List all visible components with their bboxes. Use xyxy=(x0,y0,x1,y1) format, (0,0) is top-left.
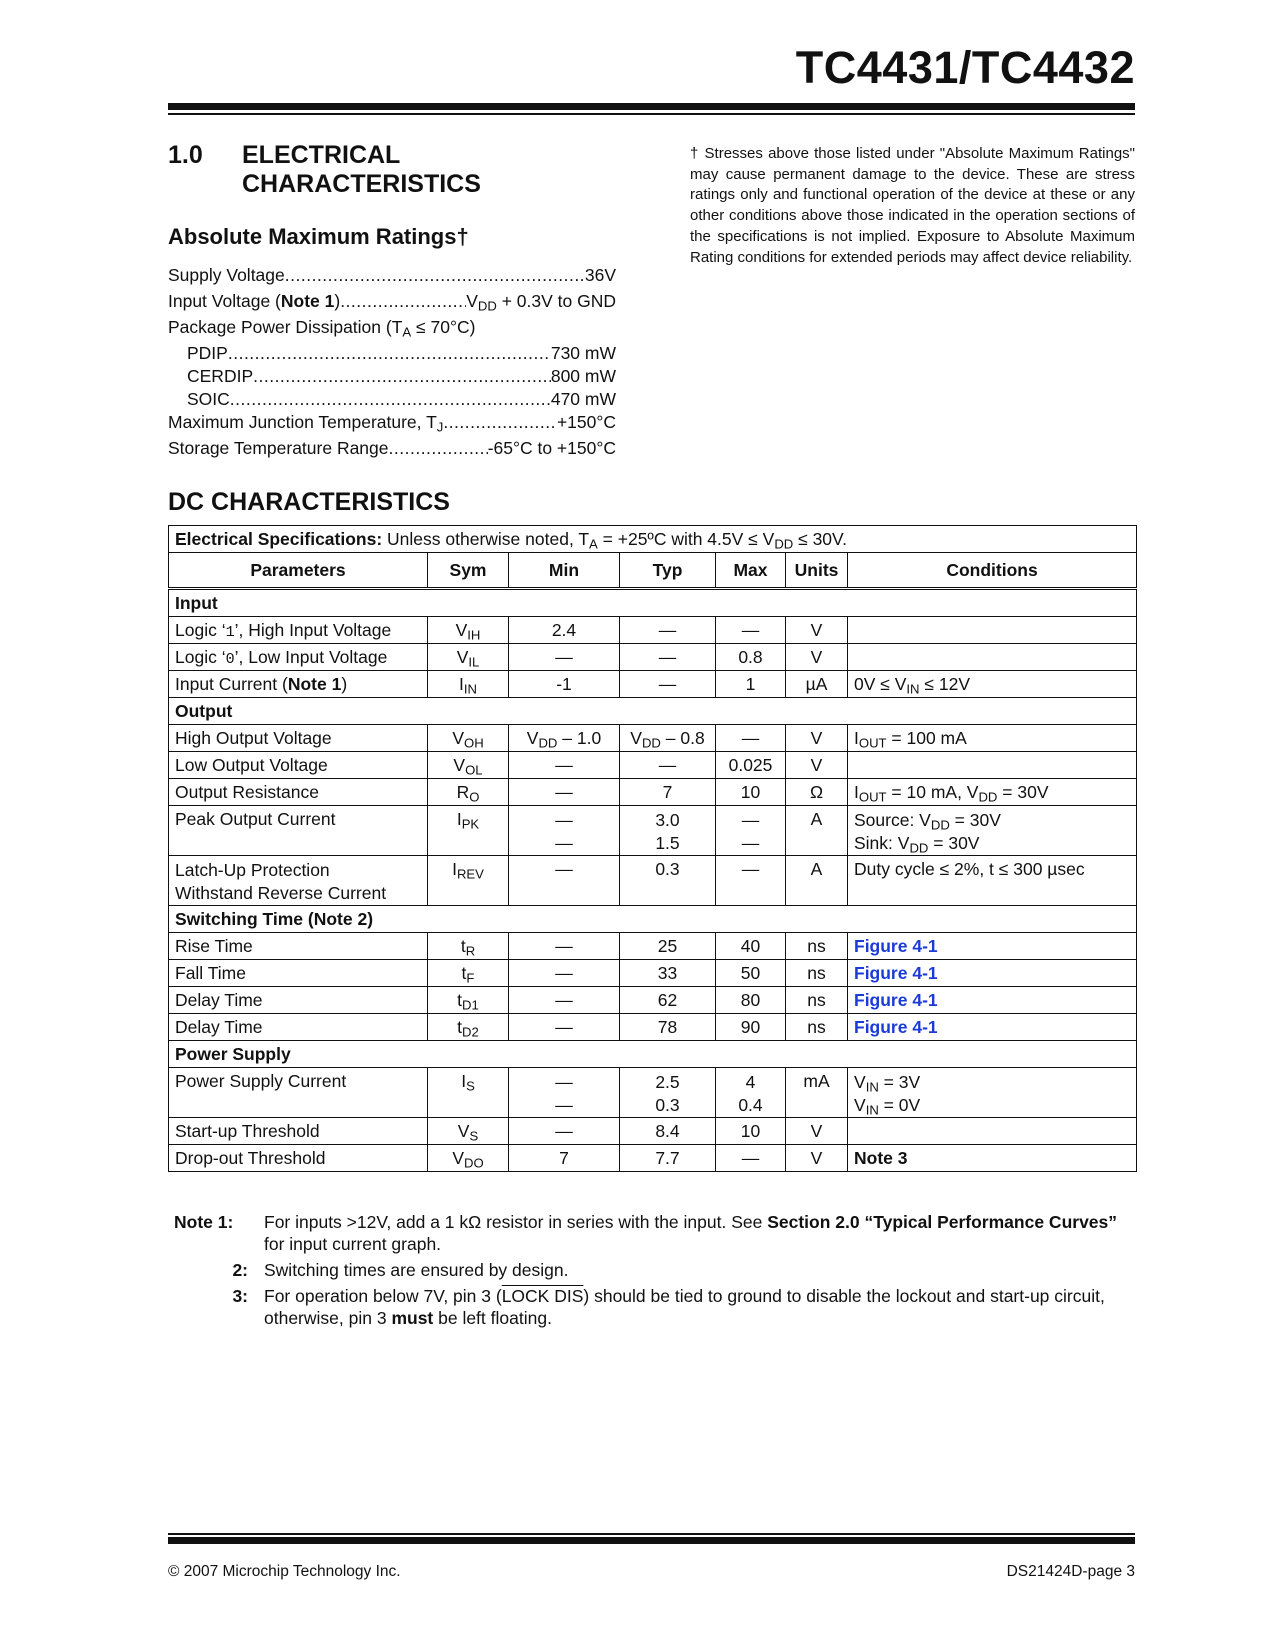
figure-link[interactable]: Figure 4-1 xyxy=(854,1016,938,1037)
table-notes xyxy=(174,1211,1134,1333)
spec-row: Electrical Specifications: Unless otherwise noted, $T_A$ = +25ºC with $4.5V \le V_{DD} \le 30V$. xyxy=(169,526,1137,553)
table-row: Delay Time $t_{D2}$ — 78 90 ns Figure 4-1 xyxy=(169,1014,1137,1041)
group-output: Output xyxy=(169,698,1137,725)
col-conditions: Conditions xyxy=(848,553,1137,589)
rating-soic: SOIC ..... 470 mW xyxy=(168,389,616,412)
table-row: High Output Voltage $V_{OH}$ $V_{DD} - 1.0$ $V_{DD} - 0.8$ — V $I_{OUT} = 100$ mA xyxy=(169,725,1137,752)
table-row: Input Current (Note 1) $I_{IN}$ -1 — 1 µA $0V \le V_{IN} \le 12V$ xyxy=(169,671,1137,698)
group-switching: Switching Time (Note 2) xyxy=(169,906,1137,933)
table-row: Power Supply Current $I_S$ — — 2.5 0.3 4 0.4 mA $V_{IN} = 3V$ $V_{IN} = 0V$ xyxy=(169,1068,1137,1118)
table-row: Delay Time $t_{D1}$ — 62 80 ns Figure 4-1 xyxy=(169,987,1137,1014)
col-max: Max xyxy=(716,553,786,589)
table-row: Drop-out Threshold $V_{DO}$ 7 7.7 — V Note 3 xyxy=(169,1145,1137,1172)
table-row: Fall Time $t_F$ — 33 50 ns Figure 4-1 xyxy=(169,960,1137,987)
section-number: 1.0 xyxy=(168,141,203,169)
table-row: Rise Time $t_R$ — 25 40 ns Figure 4-1 xyxy=(169,933,1137,960)
rating-storage-temp: Storage Temperature Range ..... -65°C to +150°C xyxy=(168,438,616,464)
rating-input-voltage: Input Voltage (Note 1) ..... $V_{DD} + 0.3V$ to GND xyxy=(168,291,616,317)
note-3: 3: For operation below 7V, pin 3 (LOCK DIS) should be tied to ground to disable the lockout and start-up circuit, otherwise, pin 3 must be left floating. xyxy=(232,1286,1105,1328)
table-row: Output Resistance $R_O$ — 7 10 Ω $I_{OUT} = 10$ mA, $V_{DD} = 30V$ xyxy=(169,779,1137,806)
table-row: Logic ‘1’, High Input Voltage $V_{IH}$ 2.4 — — V xyxy=(169,617,1137,644)
rating-junction-temp: Maximum Junction Temperature, $T_J$ ..... +150°C xyxy=(168,412,616,438)
table-row: Low Output Voltage $V_{OL}$ — — 0.025 V xyxy=(169,752,1137,779)
section-title-line1: ELECTRICAL xyxy=(242,141,401,169)
col-units: Units xyxy=(786,553,848,589)
footer-rule-thin xyxy=(168,1533,1135,1535)
rating-cerdip: CERDIP ..... 800 mW xyxy=(168,366,616,389)
table-header-row xyxy=(169,553,1137,589)
footer-copyright: © 2007 Microchip Technology Inc. xyxy=(168,1563,401,1580)
col-min: Min xyxy=(509,553,620,589)
section-heading xyxy=(168,141,481,199)
rating-supply-voltage: Supply Voltage ..... 36V xyxy=(168,265,616,291)
group-input: Input xyxy=(169,589,1137,617)
table-row: Logic ‘0’, Low Input Voltage $V_{IL}$ — — 0.8 V xyxy=(169,644,1137,671)
dc-heading: DC CHARACTERISTICS xyxy=(168,488,450,516)
dc-characteristics-table xyxy=(168,525,1137,1172)
note-2: 2: Switching times are ensured by design. xyxy=(232,1260,569,1280)
document-title: TC4431/TC4432 xyxy=(795,42,1135,93)
group-power: Power Supply xyxy=(169,1041,1137,1068)
rating-package-power: Package Power Dissipation $(T_A \le 70^\circ C)$ xyxy=(168,317,476,340)
table-row: Peak Output Current $I_{PK}$ — — 3.0 1.5 — — A Source: $V_{DD} = 30V$ Sink: $V_{DD} = 30V$ xyxy=(169,806,1137,856)
header-rule-thin xyxy=(168,113,1135,115)
figure-link[interactable]: Figure 4-1 xyxy=(854,962,938,983)
table-row: Start-up Threshold $V_S$ — 8.4 10 V xyxy=(169,1118,1137,1145)
figure-link[interactable]: Figure 4-1 xyxy=(854,935,938,956)
figure-link[interactable]: Figure 4-1 xyxy=(854,989,938,1010)
rating-pdip: PDIP ..... 730 mW xyxy=(168,343,616,366)
footer-rule xyxy=(168,1537,1135,1544)
col-parameters: Parameters xyxy=(169,553,428,589)
stress-note: † Stresses above those listed under "Absolute Maximum Ratings" may cause permanent damage to the device. These are stress ratings only and functional operation of the device at these or any other conditions above those indicated in the operation sections of the specifications is not implied. Exposure to Absolute Maximum Rating conditions for extended periods may affect device reliability. xyxy=(690,145,1135,266)
abs-max-ratings-list xyxy=(168,265,616,464)
col-typ: Typ xyxy=(620,553,716,589)
header-rule xyxy=(168,103,1135,110)
col-sym: Sym xyxy=(428,553,509,589)
abs-max-heading: Absolute Maximum Ratings† xyxy=(168,224,469,249)
note-1: Note 1: For inputs >12V, add a 1 kΩ resistor in series with the input. See Section 2.0 “Typical Performance Curves” for input current graph. xyxy=(174,1212,1118,1254)
section-title-line2: CHARACTERISTICS xyxy=(242,170,481,198)
footer-page-number: DS21424D-page 3 xyxy=(1006,1563,1135,1580)
table-row: Latch-Up Protection Withstand Reverse Current $I_{REV}$ — 0.3 — A Duty cycle ≤ 2%, t ≤ 300 µsec xyxy=(169,856,1137,906)
